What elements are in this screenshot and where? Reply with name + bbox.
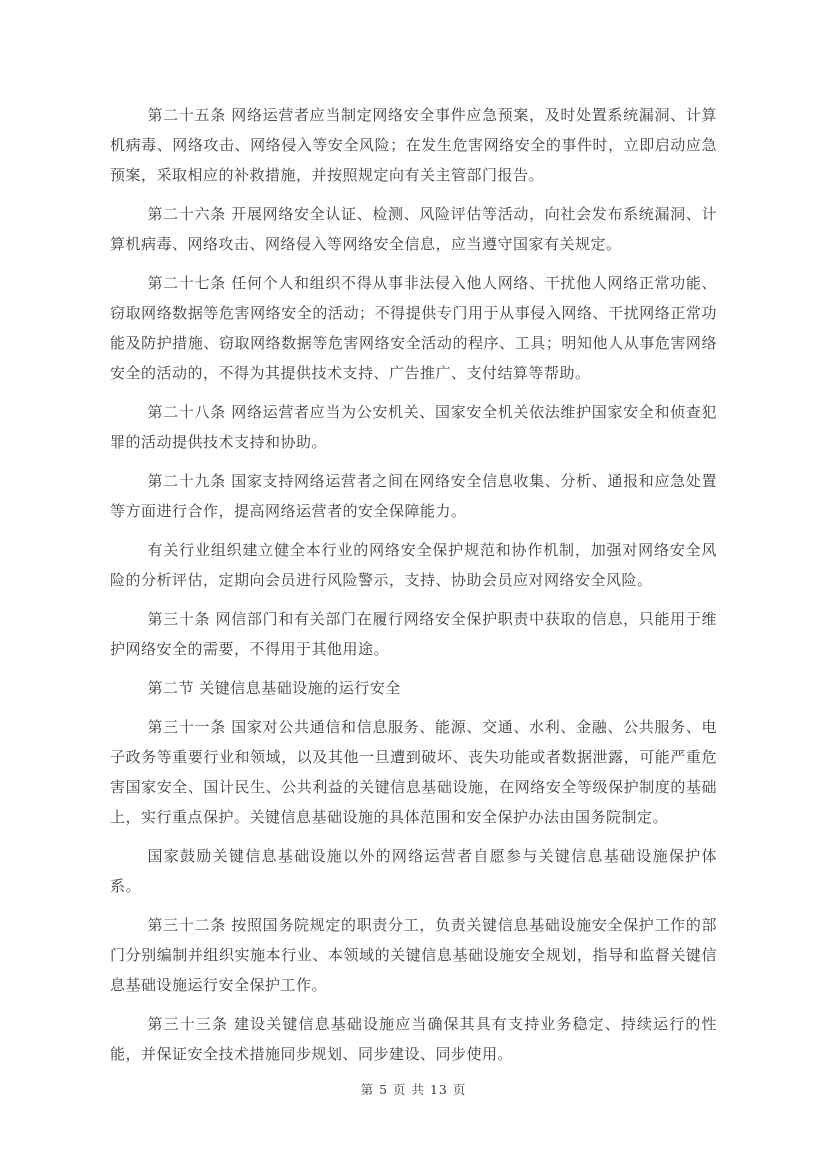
document-body (110, 100, 717, 1078)
page-number-footer: 第 5 页 共 13 页 (360, 1082, 467, 1097)
article-32-paragraph: 第三十二条 按照国务院规定的职责分工，负责关键信息基础设施安全保护工作的部门分别编制并组织实施本行业、本领域的关键信息基础设施安全规划，指导和监督关键信息基础设施运行安全保护工作。 (110, 916, 717, 994)
article-31-paragraph-2: 国家鼓励关键信息基础设施以外的网络运营者自愿参与关键信息基础设施保护体系。 (110, 847, 717, 895)
article-27-paragraph: 第二十七条 任何个人和组织不得从事非法侵入他人网络、干扰他人网络正常功能、窃取网络数据等危害网络安全的活动；不得提供专门用于从事侵入网络、干扰网络正常功能及防护措施、窃取网络数据等危害网络安全活动的程序、工具；明知他人从事危害网络安全的活动的，不得为其提供技术支持、广告推广、支付结算等帮助。 (110, 274, 717, 382)
article-33-paragraph: 第三十三条 建设关键信息基础设施应当确保其具有支持业务稳定、持续运行的性能，并保证安全技术措施同步规划、同步建设、同步使用。 (110, 1015, 717, 1063)
article-25-paragraph: 第二十五条 网络运营者应当制定网络安全事件应急预案，及时处置系统漏洞、计算机病毒、网络攻击、网络侵入等安全风险；在发生危害网络安全的事件时，立即启动应急预案，采取相应的补救措施，并按照规定向有关主管部门报告。 (110, 106, 717, 184)
article-29-paragraph: 第二十九条 国家支持网络运营者之间在网络安全信息收集、分析、通报和应急处置等方面进行合作，提高网络运营者的安全保障能力。 (110, 472, 717, 520)
article-28-paragraph: 第二十八条 网络运营者应当为公安机关、国家安全机关依法维护国家安全和侦查犯罪的活动提供技术支持和协助。 (110, 403, 717, 451)
article-29-paragraph-2: 有关行业组织建立健全本行业的网络安全保护规范和协作机制，加强对网络安全风险的分析评估，定期向会员进行风险警示，支持、协助会员应对网络安全风险。 (110, 541, 717, 589)
section-2-heading: 第二节 关键信息基础设施的运行安全 (147, 679, 401, 697)
article-31-paragraph: 第三十一条 国家对公共通信和信息服务、能源、交通、水利、金融、公共服务、电子政务等重要行业和领域，以及其他一旦遭到破坏、丧失功能或者数据泄露，可能严重危害国家安全、国计民生、公共利益的关键信息基础设施，在网络安全等级保护制度的基础上，实行重点保护。关键信息基础设施的具体范围和安全保护办法由国务院制定。 (110, 718, 717, 826)
article-30-paragraph: 第三十条 网信部门和有关部门在履行网络安全保护职责中获取的信息，只能用于维护网络安全的需要，不得用于其他用途。 (110, 610, 717, 658)
article-26-paragraph: 第二十六条 开展网络安全认证、检测、风险评估等活动，向社会发布系统漏洞、计算机病毒、网络攻击、网络侵入等网络安全信息，应当遵守国家有关规定。 (110, 205, 717, 253)
